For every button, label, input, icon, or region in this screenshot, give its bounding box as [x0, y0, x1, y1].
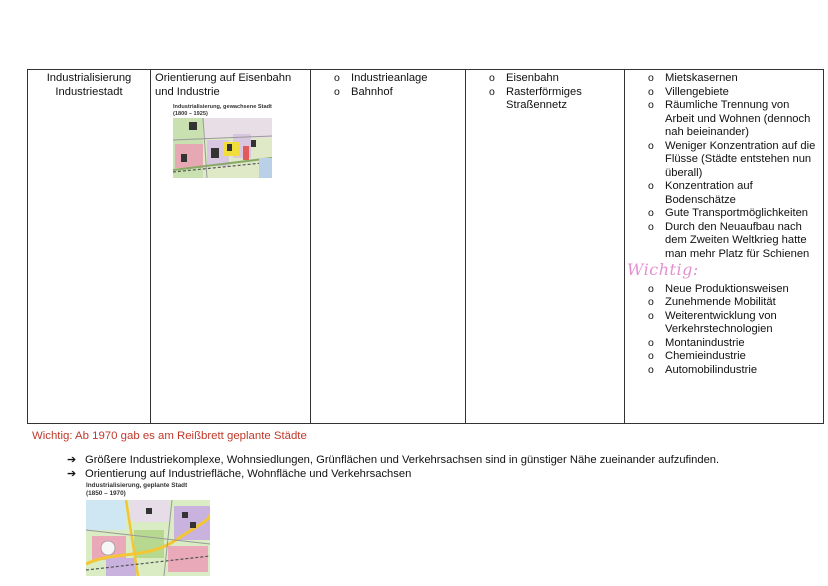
bullet-text: Größere Industriekomplexe, Wohnsiedlungen, Grünflächen und Verkehrsachsen sind in günstiger Nähe zueinander aufzufinden. [85, 454, 720, 466]
list-item: o Mietskasernen [629, 72, 819, 86]
wichtig-heading: Wichtig: [627, 260, 699, 279]
epoch-line-1: Industrialisierung [46, 72, 132, 84]
list-item: o Durch den Neuaufbau nach dem Zweiten Weltkrieg hatte man mehr Platz für Schienen [629, 221, 819, 262]
buildings-list [315, 72, 461, 99]
list-item: o Zunehmende Mobilität [629, 296, 819, 310]
list-item: o Eisenbahn [470, 72, 620, 86]
cell-characteristics [625, 70, 824, 424]
orientation-line-1: Orientierung auf Eisenbahn [155, 72, 292, 84]
map-caption-title: Industrialisierung, gewachsene Stadt [173, 104, 272, 110]
list-item: o Weiterentwicklung von Verkehrstechnologien [629, 310, 819, 337]
cell-orientation [151, 70, 311, 424]
list-item: o Konzentration auf Bodenschätze [629, 180, 819, 207]
list-item: o Industrieanlage [315, 72, 461, 86]
map-caption [173, 104, 272, 118]
list-item: o Bahnhof [315, 86, 461, 100]
orientation-line-2: und Industrie [155, 85, 220, 98]
map-caption [86, 482, 210, 500]
list-item: o Neue Produktionsweisen [629, 283, 819, 297]
table-row [28, 70, 824, 424]
arrow-right-icon: ➔ [67, 454, 77, 466]
map-figure-planned-city [86, 482, 210, 577]
map-figure-grown-city [173, 104, 272, 181]
map-caption-period: (1850 – 1970) [86, 489, 126, 497]
comparison-table [27, 69, 824, 424]
arrow-bullet-list [67, 453, 719, 481]
infrastructure-list [470, 72, 620, 113]
list-item: o Villengebiete [629, 86, 819, 100]
list-item: o Chemieindustrie [629, 350, 819, 364]
cell-infrastructure [466, 70, 625, 424]
wichtig-list [629, 283, 819, 378]
list-item: o Gute Transportmöglichkeiten [629, 207, 819, 221]
list-item: o Automobilindustrie [629, 364, 819, 378]
list-item: o Weniger Konzentration auf die Flüsse (Städte entstehen nun überall) [629, 140, 819, 181]
important-note: Wichtig: Ab 1970 gab es am Reißbrett geplante Städte [32, 430, 307, 442]
list-item: o Rasterförmiges Straßennetz [470, 86, 620, 113]
city-map-image [86, 500, 210, 576]
map-caption-period: (1800 – 1925) [173, 110, 208, 117]
map-caption-title: Industrialisierung, geplante Stadt [86, 482, 188, 489]
arrow-right-icon: ➔ [67, 468, 77, 480]
arrow-bullet-item [67, 467, 719, 481]
epoch-line-2: Industriestadt [55, 85, 123, 98]
arrow-bullet-item [67, 453, 719, 467]
cell-buildings [311, 70, 466, 424]
list-item: o Montanindustrie [629, 337, 819, 351]
cell-epoch [28, 70, 151, 424]
city-map-image [173, 118, 272, 178]
bullet-text: Orientierung auf Industriefläche, Wohnfläche und Verkehrsachsen [85, 468, 412, 480]
characteristics-list [629, 72, 819, 261]
list-item: o Räumliche Trennung von Arbeit und Wohnen (dennoch nah beieinander) [629, 99, 819, 140]
